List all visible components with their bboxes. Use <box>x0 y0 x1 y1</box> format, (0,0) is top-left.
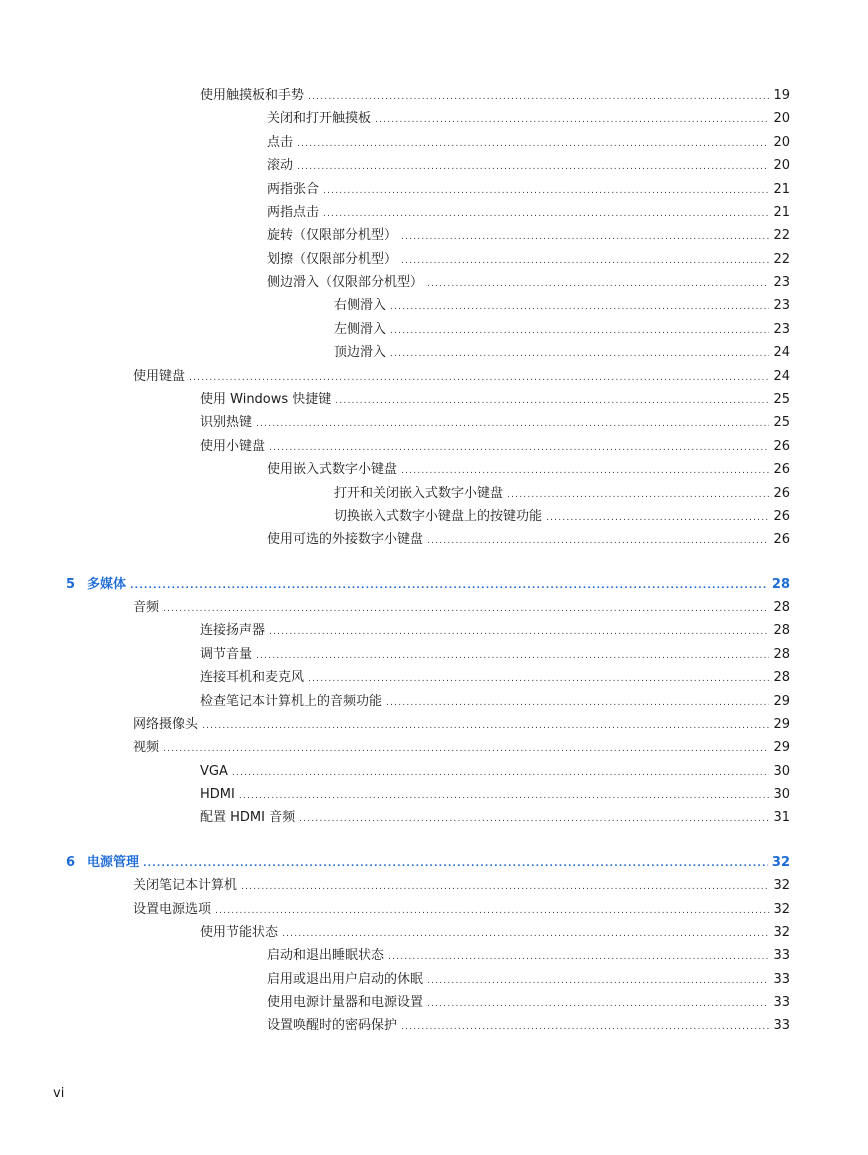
toc-entry[interactable] <box>334 296 790 316</box>
toc-entry-title <box>200 692 386 712</box>
toc-chapter-entry[interactable] <box>66 575 790 595</box>
toc-entry-text: 两指张合 <box>267 181 320 197</box>
toc-page-number: 29 <box>773 716 790 732</box>
toc-page-number: 32 <box>773 901 790 917</box>
toc-entry-title <box>334 296 390 316</box>
toc-entry-title <box>133 738 163 758</box>
toc-entry-title <box>133 367 189 387</box>
toc-entry-title <box>267 226 401 246</box>
dot-leader <box>390 297 769 317</box>
toc-entry-text: 使用键盘 <box>133 368 186 384</box>
toc-page-number: 31 <box>773 810 790 826</box>
dot-leader <box>308 669 769 689</box>
toc-page-number: 23 <box>773 321 790 337</box>
toc-page-number: 24 <box>773 345 790 361</box>
toc-entry-title <box>200 923 282 943</box>
toc-entry-title <box>267 1016 401 1036</box>
toc-entry[interactable] <box>133 738 790 758</box>
dot-leader <box>297 134 769 154</box>
dot-leader <box>427 971 769 991</box>
toc-entry[interactable] <box>334 484 790 504</box>
toc-entry-title <box>200 808 299 828</box>
toc-entry[interactable] <box>267 970 790 990</box>
toc-entry-text: 划擦（仅限部分机型） <box>267 251 398 267</box>
toc-entry[interactable] <box>267 530 790 550</box>
toc-entry-text: 调节音量 <box>200 646 253 662</box>
toc-entry[interactable] <box>200 621 790 641</box>
dot-leader <box>163 599 769 619</box>
dot-leader <box>507 485 769 505</box>
toc-page-number: 21 <box>773 204 790 220</box>
toc-page-number: 29 <box>773 740 790 756</box>
chapter-number: 5 <box>66 576 76 592</box>
toc-entry-text: 关闭笔记本计算机 <box>133 878 238 894</box>
toc-entry-title <box>267 156 297 176</box>
toc-entry[interactable] <box>267 109 790 129</box>
toc-entry[interactable] <box>267 250 790 270</box>
toc-entry-text: 滚动 <box>267 158 294 174</box>
toc-page-number: 23 <box>773 298 790 314</box>
toc-entry-title <box>133 715 202 735</box>
toc-entry-text: 使用可选的外接数字小键盘 <box>267 532 424 548</box>
toc-entry-title <box>200 390 335 410</box>
toc-entry-text: 旋转（仅限部分机型） <box>267 228 398 244</box>
toc-entry[interactable] <box>334 507 790 527</box>
toc-page-number: 32 <box>773 924 790 940</box>
toc-page-number: 28 <box>771 576 790 592</box>
toc-entry-text: 电源管理 <box>87 854 140 870</box>
toc-entry[interactable] <box>200 645 790 665</box>
dot-leader <box>401 461 769 481</box>
toc-entry[interactable] <box>133 598 790 618</box>
toc-entry-title <box>267 203 323 223</box>
toc-page-number: 32 <box>771 854 790 870</box>
dot-leader <box>427 994 769 1014</box>
toc-page-number: 28 <box>773 623 790 639</box>
dot-leader <box>427 274 769 294</box>
dot-leader <box>239 786 770 806</box>
toc-page-number: 26 <box>773 462 790 478</box>
toc-entry[interactable] <box>133 876 790 896</box>
toc-entry-title <box>267 946 388 966</box>
dot-leader <box>269 438 769 458</box>
toc-entry-text: 两指点击 <box>267 204 320 220</box>
toc-page-number: 33 <box>773 971 790 987</box>
toc-entry[interactable] <box>334 343 790 363</box>
dot-leader <box>401 227 769 247</box>
toc-entry-title <box>267 133 297 153</box>
toc-entry-text: 侧边滑入（仅限部分机型） <box>267 275 424 290</box>
dot-leader <box>390 344 769 364</box>
toc-entry-text: HDMI <box>200 787 235 802</box>
toc-entry-text: 使用触摸板和手势 <box>200 88 305 103</box>
toc-entry-title <box>200 86 308 106</box>
toc-entry-title <box>133 598 163 618</box>
toc-entry-text: 使用小键盘 <box>200 438 266 454</box>
toc-entry-title <box>200 762 232 782</box>
dot-leader <box>256 646 769 666</box>
toc-entry-text: 切换嵌入式数字小键盘上的按键功能 <box>334 508 543 524</box>
toc-page-number: 23 <box>773 275 790 290</box>
dot-leader <box>323 181 769 201</box>
toc-entry-text: 配置 HDMI 音频 <box>200 810 296 826</box>
toc-page-number: 19 <box>773 88 790 103</box>
toc-page-number: 22 <box>773 251 790 267</box>
toc-entry[interactable] <box>267 993 790 1013</box>
dot-leader <box>546 508 769 528</box>
toc-entry-title <box>334 343 390 363</box>
toc-entry-title <box>200 645 256 665</box>
dot-leader <box>308 87 769 107</box>
toc-entry-title <box>334 484 507 504</box>
toc-page-number: 28 <box>773 600 790 615</box>
toc-entry-text: 网络摄像头 <box>133 716 199 732</box>
toc-page-number: 25 <box>773 415 790 431</box>
toc-entry-text: 点击 <box>267 134 294 150</box>
toc-entry-text: 打开和关闭嵌入式数字小键盘 <box>334 485 504 501</box>
toc-entry-title <box>66 853 143 873</box>
dot-leader <box>202 716 769 736</box>
toc-page-number: 20 <box>773 158 790 174</box>
dot-leader <box>375 110 769 130</box>
toc-entry[interactable] <box>133 900 790 920</box>
toc-entry-text: VGA <box>200 763 228 779</box>
toc-page-number: 26 <box>773 508 790 524</box>
toc-chapter-entry[interactable] <box>66 853 790 873</box>
toc-entry-text: 使用电源计量器和电源设置 <box>267 995 424 1011</box>
toc-entry[interactable] <box>200 923 790 943</box>
toc-entry[interactable] <box>200 668 790 688</box>
toc-page-number: 26 <box>773 532 790 548</box>
dot-leader <box>299 809 769 829</box>
toc-page-number: 28 <box>773 646 790 662</box>
toc-entry-title <box>267 530 427 550</box>
toc-entry-title <box>200 668 308 688</box>
toc-entry[interactable] <box>200 808 790 828</box>
toc-page-number: 20 <box>773 111 790 127</box>
dot-leader <box>215 901 769 921</box>
toc-entry-text: 使用 Windows 快捷键 <box>200 391 332 407</box>
toc-entry-title <box>334 320 390 340</box>
toc-entry[interactable] <box>267 460 790 480</box>
toc-entry[interactable] <box>267 156 790 176</box>
toc-entry-text: 连接扬声器 <box>200 623 266 639</box>
toc-entry[interactable] <box>267 226 790 246</box>
toc-page-number: 25 <box>773 391 790 407</box>
toc-page-number: 26 <box>773 485 790 501</box>
toc-page-number: 20 <box>773 134 790 150</box>
toc-entry[interactable] <box>200 785 790 805</box>
toc-entry-title <box>267 273 427 293</box>
dot-leader <box>143 854 768 874</box>
toc-page-number: 32 <box>773 878 790 894</box>
toc-entry-text: 使用节能状态 <box>200 924 279 940</box>
toc-entry-text: 设置电源选项 <box>133 901 212 917</box>
dot-leader <box>297 157 769 177</box>
toc-page-number: 30 <box>773 763 790 779</box>
dot-leader <box>232 763 770 783</box>
dot-leader <box>282 924 769 944</box>
dot-leader <box>163 739 769 759</box>
dot-leader <box>241 877 769 897</box>
dot-leader <box>269 622 769 642</box>
toc-entry-title <box>200 621 269 641</box>
toc-entry[interactable] <box>200 86 790 106</box>
dot-leader <box>335 391 769 411</box>
toc-page-number: 24 <box>773 368 790 384</box>
toc-entry[interactable] <box>133 715 790 735</box>
dot-leader <box>323 204 769 224</box>
toc-page-number: 21 <box>773 181 790 197</box>
toc-page-number: 22 <box>773 228 790 244</box>
toc-entry[interactable] <box>200 413 790 433</box>
toc-entry-title <box>66 575 130 595</box>
toc-entry-title <box>267 460 401 480</box>
toc-page-number: 33 <box>773 948 790 964</box>
dot-leader <box>386 693 769 713</box>
toc-entry[interactable] <box>267 946 790 966</box>
toc-entry[interactable] <box>267 180 790 200</box>
dot-leader <box>388 947 769 967</box>
toc-entry-title <box>200 437 269 457</box>
toc-entry-title <box>267 970 427 990</box>
toc-entry-title <box>267 180 323 200</box>
toc-entry-text: 视频 <box>133 740 160 756</box>
toc-entry[interactable] <box>334 320 790 340</box>
toc-entry-title <box>200 413 256 433</box>
toc-entry[interactable] <box>200 437 790 457</box>
toc-entry-title <box>267 993 427 1013</box>
toc-entry-text: 启动和退出睡眠状态 <box>267 948 385 964</box>
toc-entry-title <box>133 876 241 896</box>
toc-entry-text: 启用或退出用户启动的休眠 <box>267 971 424 987</box>
toc-entry[interactable] <box>267 133 790 153</box>
toc-entry-title <box>267 109 375 129</box>
toc-entry-title <box>133 900 215 920</box>
toc-entry[interactable] <box>200 390 790 410</box>
toc-entry[interactable] <box>267 273 790 293</box>
toc-entry-title <box>334 507 546 527</box>
toc-entry-text: 连接耳机和麦克风 <box>200 670 305 686</box>
dot-leader <box>189 368 769 388</box>
dot-leader <box>256 414 769 434</box>
toc-entry[interactable] <box>267 203 790 223</box>
toc-entry-title <box>200 785 239 805</box>
dot-leader <box>401 251 769 271</box>
dot-leader <box>401 1017 769 1037</box>
toc-entry-text: 使用嵌入式数字小键盘 <box>267 462 398 478</box>
toc-entry[interactable] <box>200 762 790 782</box>
dot-leader <box>427 531 769 551</box>
toc-entry[interactable] <box>200 692 790 712</box>
toc-page-number: 30 <box>773 787 790 802</box>
page-number: vi <box>53 1086 65 1101</box>
toc-entry[interactable] <box>133 367 790 387</box>
toc-page-number: 29 <box>773 693 790 709</box>
toc-entry-text: 顶边滑入 <box>334 345 387 361</box>
toc-entry-text: 音频 <box>133 600 160 615</box>
toc-page-number: 26 <box>773 438 790 454</box>
dot-leader <box>130 576 768 596</box>
chapter-number: 6 <box>66 854 76 870</box>
toc-entry-text: 识别热键 <box>200 415 253 431</box>
toc-entry-text: 检查笔记本计算机上的音频功能 <box>200 693 383 709</box>
toc-entry-text: 左侧滑入 <box>334 321 387 337</box>
toc-page-number: 33 <box>773 1018 790 1034</box>
toc-entry-text: 右侧滑入 <box>334 298 387 314</box>
toc-entry[interactable] <box>267 1016 790 1036</box>
toc-entry-text: 设置唤醒时的密码保护 <box>267 1018 398 1034</box>
toc-page-number: 33 <box>773 995 790 1011</box>
toc-entry-text: 关闭和打开触摸板 <box>267 111 372 127</box>
toc-entry-title <box>267 250 401 270</box>
toc-page-number: 28 <box>773 670 790 686</box>
toc-entry-text: 多媒体 <box>87 576 127 592</box>
dot-leader <box>390 321 769 341</box>
